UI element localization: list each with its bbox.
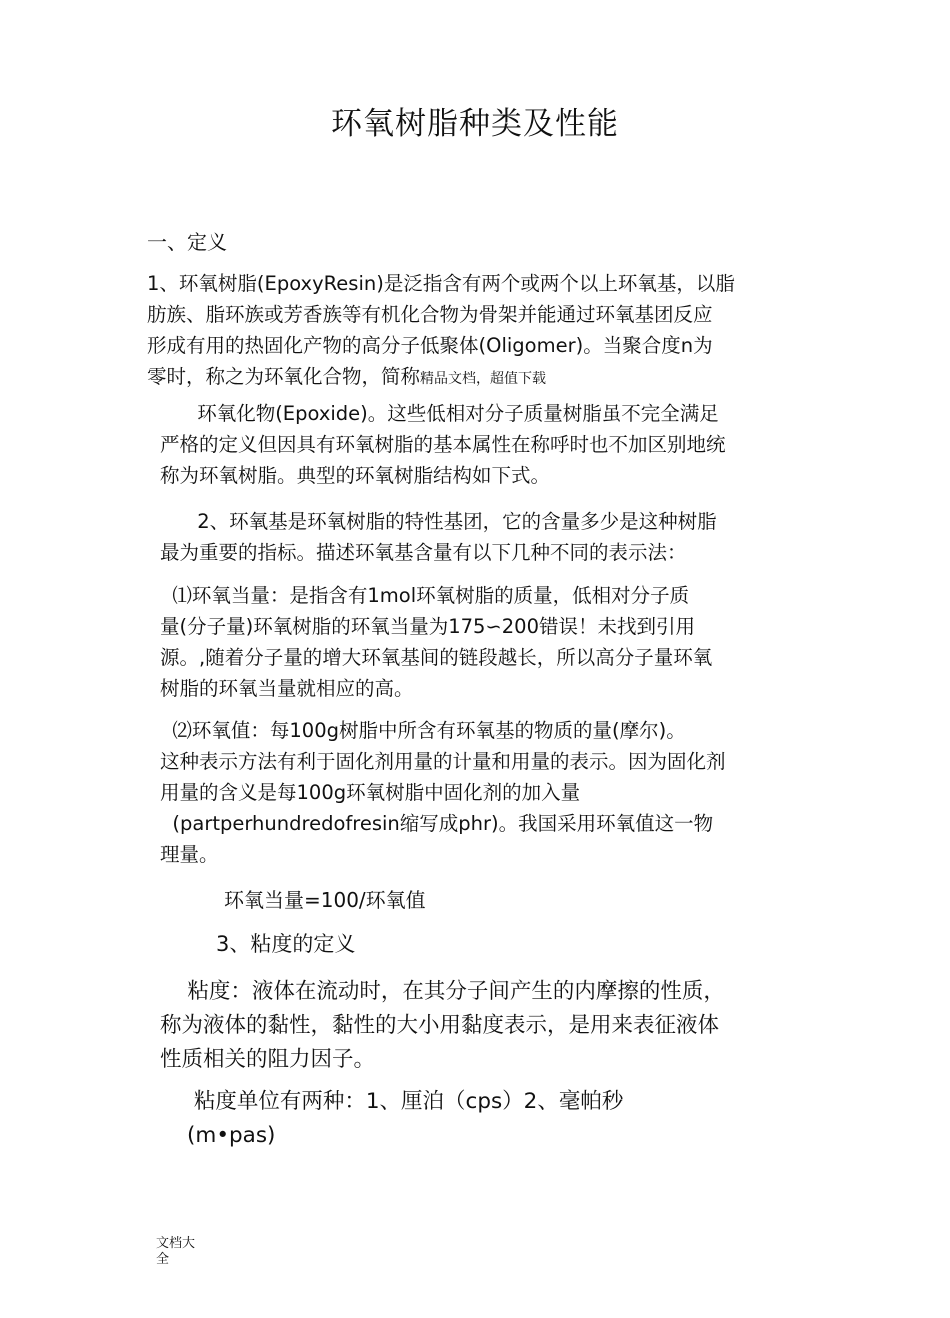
text-line: 最为重要的指标。描述环氧基含量有以下几种不同的表示法： — [160, 541, 687, 564]
text-line: ⑴环氧当量：是指含有1mol环氧树脂的质量，低相对分子质 — [160, 584, 690, 607]
text-line: ⑵环氧值：每100g树脂中所含有环氧基的物质的量(摩尔)。 — [160, 719, 686, 742]
text-line: 粘度单位有两种：1、厘泊（cps）2、毫帕秒 — [187, 1089, 624, 1114]
text-line: 粘度：液体在流动时，在其分子间产生的内摩擦的性质， — [160, 979, 725, 1004]
text-line: 称为环氧树脂。典型的环氧树脂结构如下式。 — [160, 464, 551, 487]
text-line: 称为液体的黏性，黏性的大小用黏度表示，是用来表征液体 — [160, 1013, 720, 1038]
paragraph-epoxy-group — [160, 506, 717, 568]
text-line: (partperhundredofresin缩写成phr)。我国采用环氧值这一物 — [160, 812, 714, 835]
paragraph-epoxy-equivalent — [160, 580, 712, 704]
watermark-note: 精品文档，超值下载 — [420, 371, 547, 387]
text-line: 性质相关的阻力因子。 — [160, 1047, 376, 1072]
text-line: 肪族、脂环族或芳香族等有机化合物为骨架并能通过环氧基团反应 — [147, 303, 713, 326]
page-footer: 文档大全 — [156, 1236, 196, 1267]
text-line: 源。,随着分子量的增大环氧基间的链段越长，所以高分子量环氧 — [160, 646, 713, 669]
formula: 环氧当量=100/环氧值 — [224, 888, 426, 912]
text-line: 严格的定义但因具有环氧树脂的基本属性在称呼时也不加区别地统 — [160, 433, 726, 456]
section-heading-definition: 一、定义 — [147, 230, 227, 254]
paragraph-viscosity — [160, 975, 725, 1077]
text-line: 环氧化物(Epoxide)。这些低相对分子质量树脂虽不完全满足 — [160, 402, 719, 425]
section-heading-viscosity: 3、粘度的定义 — [216, 932, 356, 956]
text-line: 量(分子量)环氧树脂的环氧当量为175∽200错误！未找到引用 — [160, 615, 695, 638]
page-title: 环氧树脂种类及性能 — [331, 106, 619, 142]
text-line: 形成有用的热固化产物的高分子低聚体(Oligomer)。当聚合度n为 — [147, 334, 713, 357]
text-line: 这种表示方法有利于固化剂用量的计量和用量的表示。因为固化剂 — [160, 750, 726, 773]
text-line: 树脂的环氧当量就相应的高。 — [160, 677, 414, 700]
text-fragment: 零时，称之为环氧化合物，简称 — [147, 365, 421, 388]
text-line: 2、环氧基是环氧树脂的特性基团，它的含量多少是这种树脂 — [160, 510, 717, 533]
text-line — [147, 361, 735, 395]
paragraph-epoxy-value — [160, 715, 726, 870]
text-line: 理量。 — [160, 843, 219, 866]
paragraph-viscosity-units — [187, 1085, 623, 1153]
text-line: 用量的含义是每100g环氧树脂中固化剂的加入量 — [160, 781, 581, 804]
text-line: (m•pas) — [187, 1123, 276, 1148]
text-line: 1、环氧树脂(EpoxyResin)是泛指含有两个或两个以上环氧基，以脂 — [147, 272, 735, 295]
paragraph-epoxy-definition — [147, 268, 735, 395]
paragraph-epoxide — [160, 398, 726, 491]
